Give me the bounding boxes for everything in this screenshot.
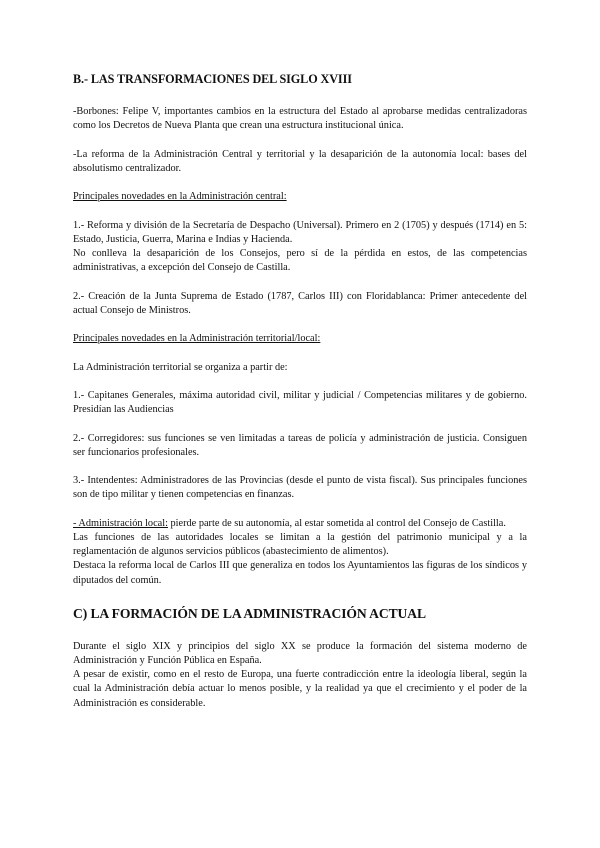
paragraph-borbones: -Borbones: Felipe V, importantes cambios en la estructura del Estado al aprobarse medidas centralizadoras como los Decretos de Nueva Planta que crean una estructura institucional única. [73, 106, 527, 132]
territorial-item-3: 3.- Intendentes: Administradores de las Provincias (desde el punto de vista fiscal). Sus principales funciones son de tipo militar y tienen competencias en finanzas. [73, 475, 527, 501]
section-c-title: C) LA FORMACIÓN DE LA ADMINISTRACIÓN ACTUAL [73, 605, 426, 621]
local-paragraph [73, 517, 527, 531]
territorial-item-1: 1.- Capitanes Generales, máxima autoridad civil, militar y judicial / Competencias militares y de gobierno. Presidían las Audiencias [73, 389, 527, 416]
local-label: - Administración local: [73, 517, 168, 529]
territorial-item-2: 2.- Corregidores: sus funciones se ven limitadas a tareas de policía y administración de justicia. Consiguen ser funcionarios profesionales. [73, 432, 527, 458]
section-c-paragraph-1: Durante el siglo XIX y principios del siglo XX se produce la formación del sistema moderno de Administración y Función Pública en España. [73, 640, 527, 666]
section-c-paragraph-2: A pesar de existir, como en el resto de Europa, una fuerte contradicción entre la ideología liberal, según la cual la Administración debía actuar lo menos posible, y la realidad ya que el crecimiento y el poder de la Administración es considerable. [73, 669, 527, 709]
local-paragraph-2: Las funciones de las autoridades locales se limitan a la gestión del patrimonio municipal y a la reglamentación de algunos servicios públicos (abastecimiento de alimentos). [73, 531, 527, 558]
territorial-heading: Principales novedades en la Administración territorial/local: [73, 333, 321, 345]
central-item-1: 1.- Reforma y división de la Secretaría de Despacho (Universal). Primero en 2 (1705) y después (1714) en 5: Estado, Justicia, Guerra, Marina e Indias y Hacienda. [73, 219, 527, 245]
paragraph-reforma: -La reforma de la Administración Central y territorial y la desaparición de la autonomía local: bases del absolutismo centralizador. [73, 148, 527, 174]
central-heading: Principales novedades en la Administración central: [73, 191, 287, 203]
central-item-2: 2.- Creación de la Junta Suprema de Estado (1787, Carlos III) con Floridablanca: Primer antecedente del actual Consejo de Ministros. [73, 290, 527, 316]
document-page [73, 72, 527, 711]
section-b-title: B.- LAS TRANSFORMACIONES DEL SIGLO XVIII [73, 72, 352, 86]
local-paragraph-3: Destaca la reforma local de Carlos III que generaliza en todos los Ayuntamientos las figuras de los síndicos y diputados del común. [73, 560, 527, 586]
territorial-intro: La Administración territorial se organiza a partir de: [73, 361, 288, 373]
local-text: pierde parte de su autonomía, al estar sometida al control del Consejo de Castilla. [167, 517, 506, 529]
central-item-1-note: No conlleva la desaparición de los Consejos, pero sí de la pérdida en estos, de las competencias administrativas, a excepción del Consejo de Castilla. [73, 247, 527, 274]
